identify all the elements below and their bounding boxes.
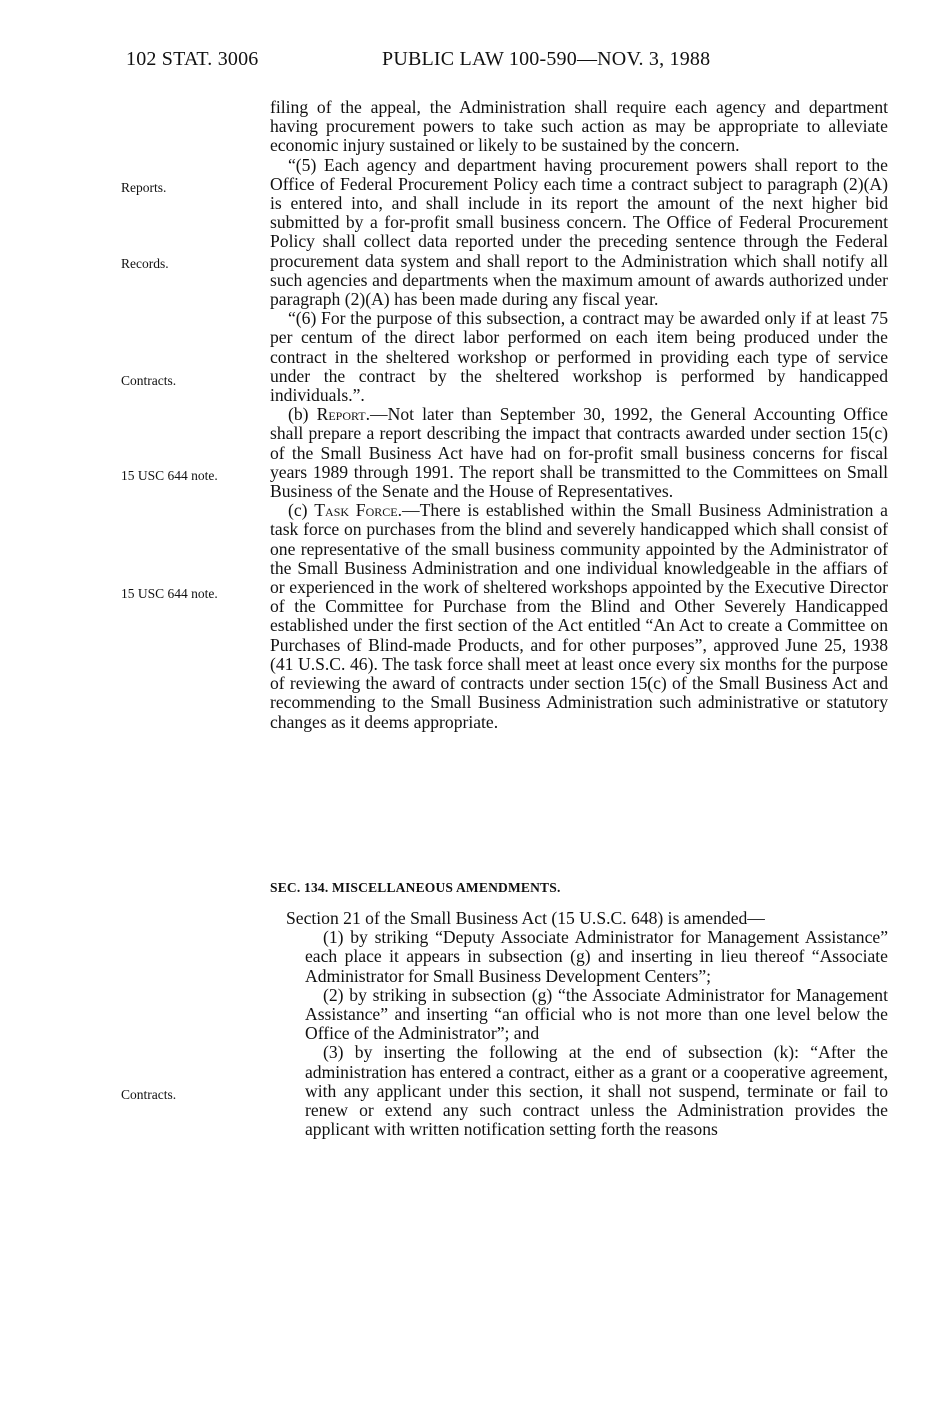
subsection-c-text: .—There is established within the Small Business Administration a task force on purchases from the blind and severely handicapped which shall consist of one representative of the small business community appointed by the Administrator of the Small Business Administration and one individual knowledgeable in the affiars of or experienced in the work of sheltered workshops appointed by the Executive Director of the Committee for Purchase from the Blind and Other Severely Handicapped established under the first section of the Act entitled “An Act to create a Committee on Purchases of Blind-made Products, and for other purposes”, approved June 25, 1938 (41 U.S.C. 46). The task force shall meet at least once every six months for the purpose of reviewing the award of contracts under section 15(c) of the Small Business Act and recommending to the Small Business Administration such administrative or statutory changes as it deems appropriate. (270, 500, 888, 732)
subsection-c-task-force (270, 501, 888, 731)
continuation-paragraph: filing of the appeal, the Administration shall require each agency and department having procurement powers to take such action as may be appropriate to alleviate economic injury sustained or likely to be sustained by the concern. (270, 97, 888, 156)
subsection-c-prefix: (c) (288, 500, 315, 521)
public-law-title: PUBLIC LAW 100-590—NOV. 3, 1988 (382, 48, 711, 70)
section-134-body (270, 909, 888, 1139)
margin-note-contracts-2: Contracts. (121, 1087, 177, 1102)
statute-page-number: 102 STAT. 3006 (126, 48, 259, 70)
amendment-item-2: (2) by striking in subsection (g) “the Associate Administrator for Management Assistance” and inserting “an official who is not more than one level below the Office of the Administrator”; and (305, 984, 888, 1044)
margin-note-contracts: Contracts. (121, 373, 177, 388)
paragraph-5: “(5) Each agency and department having procurement powers shall report to the Office of Federal Procurement Policy each time a contract subject to paragraph (2)(A) is entered into, and shall include in its report the amount of the next higher bid submitted by a for-profit small business concern. The Office of Federal Procurement Policy shall collect data reported under the preceding sentence through the Federal procurement data system and shall report to the Administration which shall notify all such agencies and departments when the maximum amount of awards authorized under paragraph (2)(A) has been made during any fiscal year. (270, 154, 888, 310)
amendment-item-3: (3) by inserting the following at the end of subsection (k): “After the administration has entered a contract, either as a grant or a cooperative agreement, with any applicant under this section, it shall not suspend, terminate or fail to renew or extend any such contract unless the Administration provides the applicant with written notification setting forth the reasons (305, 1042, 888, 1140)
margin-note-usc-task-force: 15 USC 644 note. (121, 586, 218, 601)
subsection-b-report (270, 405, 888, 501)
page-header (120, 48, 880, 78)
margin-note-usc-report: 15 USC 644 note. (121, 468, 218, 483)
subsection-b-text: .—Not later than September 30, 1992, the General Accounting Office shall prepare a report describing the impact that contracts awarded under section 15(c) of the Small Business Act have had on for-profit small business concerns for fiscal years 1989 through 1991. The report shall be transmitted to the Committees on Small Business of the Senate and the House of Representatives. (270, 404, 888, 502)
subsection-b-label: Report (316, 404, 366, 425)
subsection-b-prefix: (b) (288, 404, 317, 425)
paragraph-6: “(6) For the purpose of this subsection, a contract may be awarded only if at least 75 per centum of the direct labor performed on each item being produced under the contract in the sheltered workshop or performed in providing each type of service under the contract by the sheltered workshop is performed by handicapped individuals.”. (270, 308, 888, 406)
subsection-c-label: Task Force (314, 500, 398, 521)
amendment-item-1: (1) by striking “Deputy Associate Administrator for Management Assistance” each place it appears in subsection (g) and inserting in lieu thereof “Associate Administrator for Small Business Development Centers”; (305, 927, 888, 986)
statute-body (270, 98, 888, 732)
section-134-heading: SEC. 134. MISCELLANEOUS AMENDMENTS. (270, 880, 561, 895)
margin-note-records: Records. (121, 256, 169, 271)
margin-note-reports: Reports. (121, 180, 167, 195)
section-134-intro: Section 21 of the Small Business Act (15 U.S.C. 648) is amended— (286, 908, 765, 928)
